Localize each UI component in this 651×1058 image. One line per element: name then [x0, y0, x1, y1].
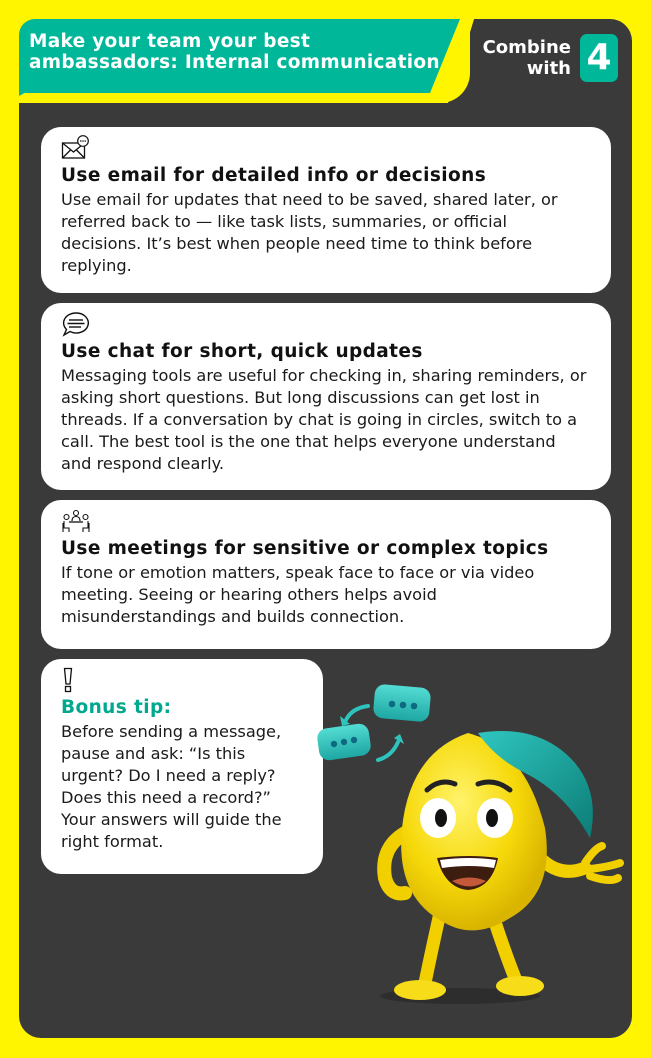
- combine-line-1: Combine: [482, 37, 571, 58]
- card-body: If tone or emotion matters, speak face to face or via video meeting. Seeing or hearing others helps avoid misunderstandings and builds connection.: [61, 563, 535, 626]
- page-title: [29, 31, 440, 73]
- tip-card-meetings: [41, 500, 611, 649]
- chat-bubble-icon: [61, 311, 91, 337]
- combine-line-2: with: [526, 58, 571, 79]
- bonus-title: Bonus tip:: [61, 697, 172, 718]
- title-line-2: ambassadors: Internal communication: [29, 52, 440, 73]
- bonus-tip-card: [41, 659, 323, 874]
- chat-bubbles-icon: [316, 684, 431, 762]
- combine-label: [483, 37, 571, 79]
- card-title: Use meetings for sensitive or complex topics: [61, 538, 549, 559]
- email-chat-icon: [61, 135, 91, 161]
- combine-number-badge: 4: [580, 34, 618, 82]
- tip-card-chat: [41, 303, 611, 490]
- exclamation-icon: [61, 667, 75, 693]
- tip-card-email: [41, 127, 611, 293]
- bonus-body: Before sending a message, pause and ask: “Is this urgent? Do I need a reply? Does this need a record?” Your answers will guide the right format.: [61, 722, 282, 851]
- card-title: Use email for detailed info or decisions: [61, 165, 487, 186]
- title-line-1: Make your team your best: [29, 31, 311, 52]
- card-title: Use chat for short, quick updates: [61, 341, 423, 362]
- card-body: Messaging tools are useful for checking in, sharing reminders, or asking short questions. But long discussions can get lost in threads. If a conversation by chat is going in circles, switch to a call. The best tool is the one that helps everyone understand and respond clearly.: [61, 366, 587, 473]
- lemon-mascot-illustration: [310, 678, 630, 1008]
- meeting-icon: [61, 508, 91, 534]
- card-body: Use email for updates that need to be saved, shared later, or referred back to — like task lists, summaries, or official decisions. It’s best when people need time to think before replying.: [61, 190, 558, 275]
